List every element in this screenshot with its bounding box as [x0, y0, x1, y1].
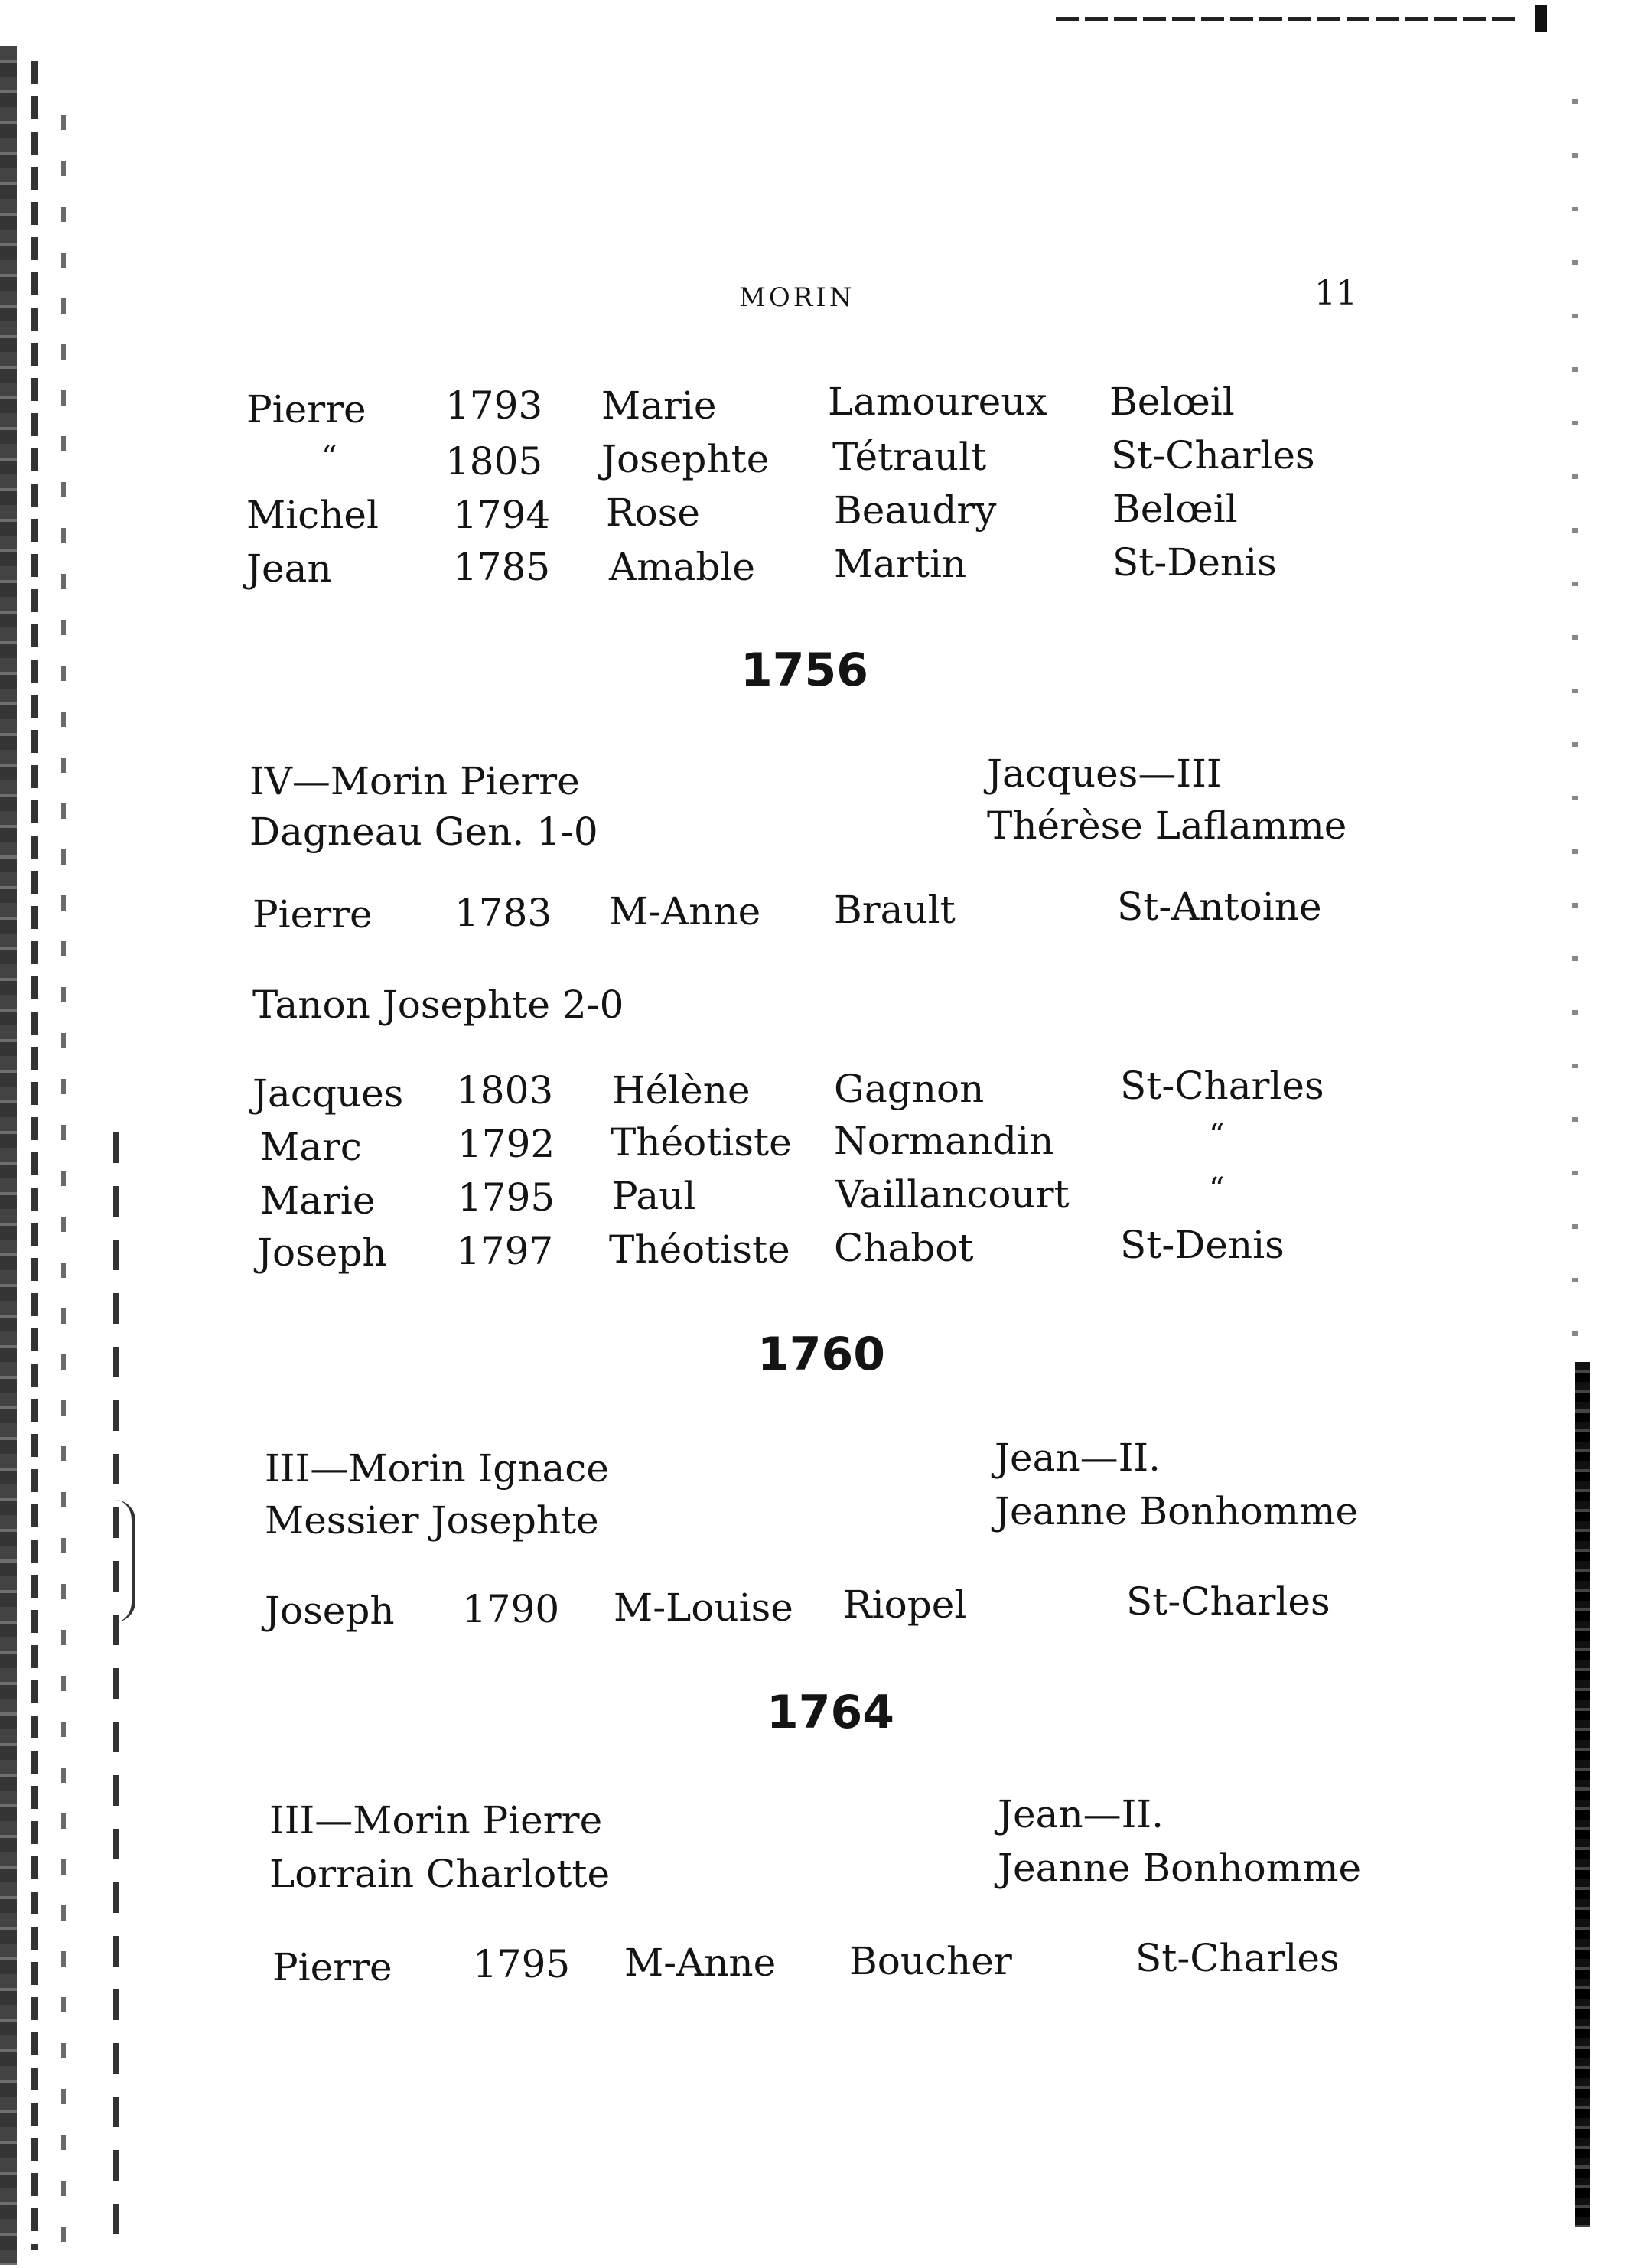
spouse-surname: Brault	[834, 888, 956, 932]
child-name: Joseph	[257, 1230, 387, 1275]
parish: St-Antoine	[1117, 885, 1322, 929]
spouse-first-name: Théotiste	[611, 1120, 792, 1165]
spouse-first-name: Josephte	[601, 437, 770, 481]
spouse-surname: Chabot	[834, 1226, 974, 1270]
spouse-first-name: Marie	[601, 383, 717, 428]
child-name: Marie	[260, 1178, 376, 1223]
marriage-year: 1795	[473, 1942, 571, 1986]
ditto-mark: “	[1209, 1171, 1225, 1207]
spouse-first-name: Théotiste	[609, 1227, 790, 1272]
running-head: MORIN	[739, 282, 855, 313]
parish: St-Denis	[1112, 540, 1277, 585]
spouse-first-name: M-Anne	[609, 889, 761, 934]
wife-parents: Jeanne Bonhomme	[998, 1846, 1362, 1890]
page-edge-dots	[1572, 99, 1578, 1354]
spouse-surname: Boucher	[849, 1939, 1012, 1983]
top-scan-line	[1056, 17, 1515, 21]
marriage-year: 1793	[445, 383, 543, 428]
wife-heading: Dagneau Gen. 1-0	[249, 810, 598, 854]
spouse-first-name: Hélène	[612, 1068, 751, 1113]
parish: St-Charles	[1120, 1064, 1324, 1108]
marriage-year: 1795	[458, 1175, 555, 1220]
binding-shadow	[0, 46, 17, 2265]
child-name: Michel	[246, 493, 379, 537]
spouse-surname: Vaillancourt	[835, 1172, 1070, 1217]
child-name: Pierre	[272, 1945, 392, 1989]
husband-parents: Jean—II.	[995, 1435, 1161, 1480]
child-name: Jacques	[252, 1071, 404, 1116]
child-name: Pierre	[252, 892, 373, 937]
year-heading: 1764	[767, 1686, 894, 1739]
spouse-first-name: M-Anne	[624, 1941, 777, 1985]
year-heading: 1760	[757, 1328, 885, 1381]
wife-heading: Tanon Josephte 2-0	[252, 982, 624, 1027]
husband-parents: Jean—II.	[998, 1792, 1164, 1836]
wife-heading: Lorrain Charlotte	[269, 1852, 611, 1896]
spouse-surname: Normandin	[834, 1119, 1054, 1163]
binding-shadow	[31, 61, 38, 2250]
spouse-surname: Tétrault	[832, 435, 987, 479]
spouse-first-name: Paul	[612, 1174, 696, 1218]
parish: Belœil	[1109, 380, 1235, 424]
parish: St-Charles	[1111, 433, 1315, 477]
ditto-mark: “	[321, 440, 337, 475]
binding-bracket	[115, 1500, 135, 1622]
spouse-first-name: Amable	[609, 545, 755, 589]
wife-parents: Thérèse Laflamme	[987, 803, 1347, 848]
year-heading: 1756	[741, 644, 868, 697]
page-number: 11	[1314, 274, 1357, 313]
spouse-surname: Lamoureux	[828, 380, 1047, 424]
child-name: Pierre	[246, 387, 366, 432]
binding-shadow	[61, 115, 66, 2257]
wife-parents: Jeanne Bonhomme	[995, 1489, 1359, 1533]
marriage-year: 1790	[462, 1587, 560, 1631]
child-name: Marc	[260, 1125, 362, 1169]
marriage-year: 1797	[456, 1229, 554, 1273]
marriage-year: 1805	[445, 439, 543, 484]
husband-parents: Jacques—III	[987, 751, 1222, 796]
spouse-first-name: Rose	[606, 490, 700, 535]
husband-heading: III—Morin Ignace	[265, 1446, 609, 1491]
spouse-first-name: M-Louise	[614, 1585, 793, 1630]
ditto-mark: “	[1209, 1118, 1225, 1153]
parish: Belœil	[1112, 487, 1238, 531]
parish: St-Denis	[1120, 1223, 1285, 1267]
parish: St-Charles	[1135, 1936, 1340, 1980]
child-name: Joseph	[265, 1589, 395, 1633]
spouse-surname: Gagnon	[834, 1067, 985, 1111]
marriage-year: 1792	[458, 1122, 555, 1166]
child-name: Jean	[246, 546, 332, 591]
husband-heading: IV—Morin Pierre	[249, 759, 580, 803]
marriage-year: 1794	[453, 493, 551, 537]
marriage-year: 1803	[456, 1068, 554, 1113]
husband-heading: III—Morin Pierre	[269, 1798, 603, 1843]
spouse-surname: Martin	[834, 542, 967, 586]
wife-heading: Messier Josephte	[265, 1498, 599, 1543]
marriage-year: 1783	[454, 891, 552, 935]
parish: St-Charles	[1126, 1579, 1330, 1624]
marriage-year: 1785	[453, 545, 551, 589]
spouse-surname: Riopel	[843, 1582, 967, 1627]
spouse-surname: Beaudry	[834, 488, 997, 533]
binding-shadow	[113, 1132, 119, 2250]
top-scan-mark	[1535, 5, 1547, 32]
page-edge-shadow	[1575, 1362, 1590, 2227]
